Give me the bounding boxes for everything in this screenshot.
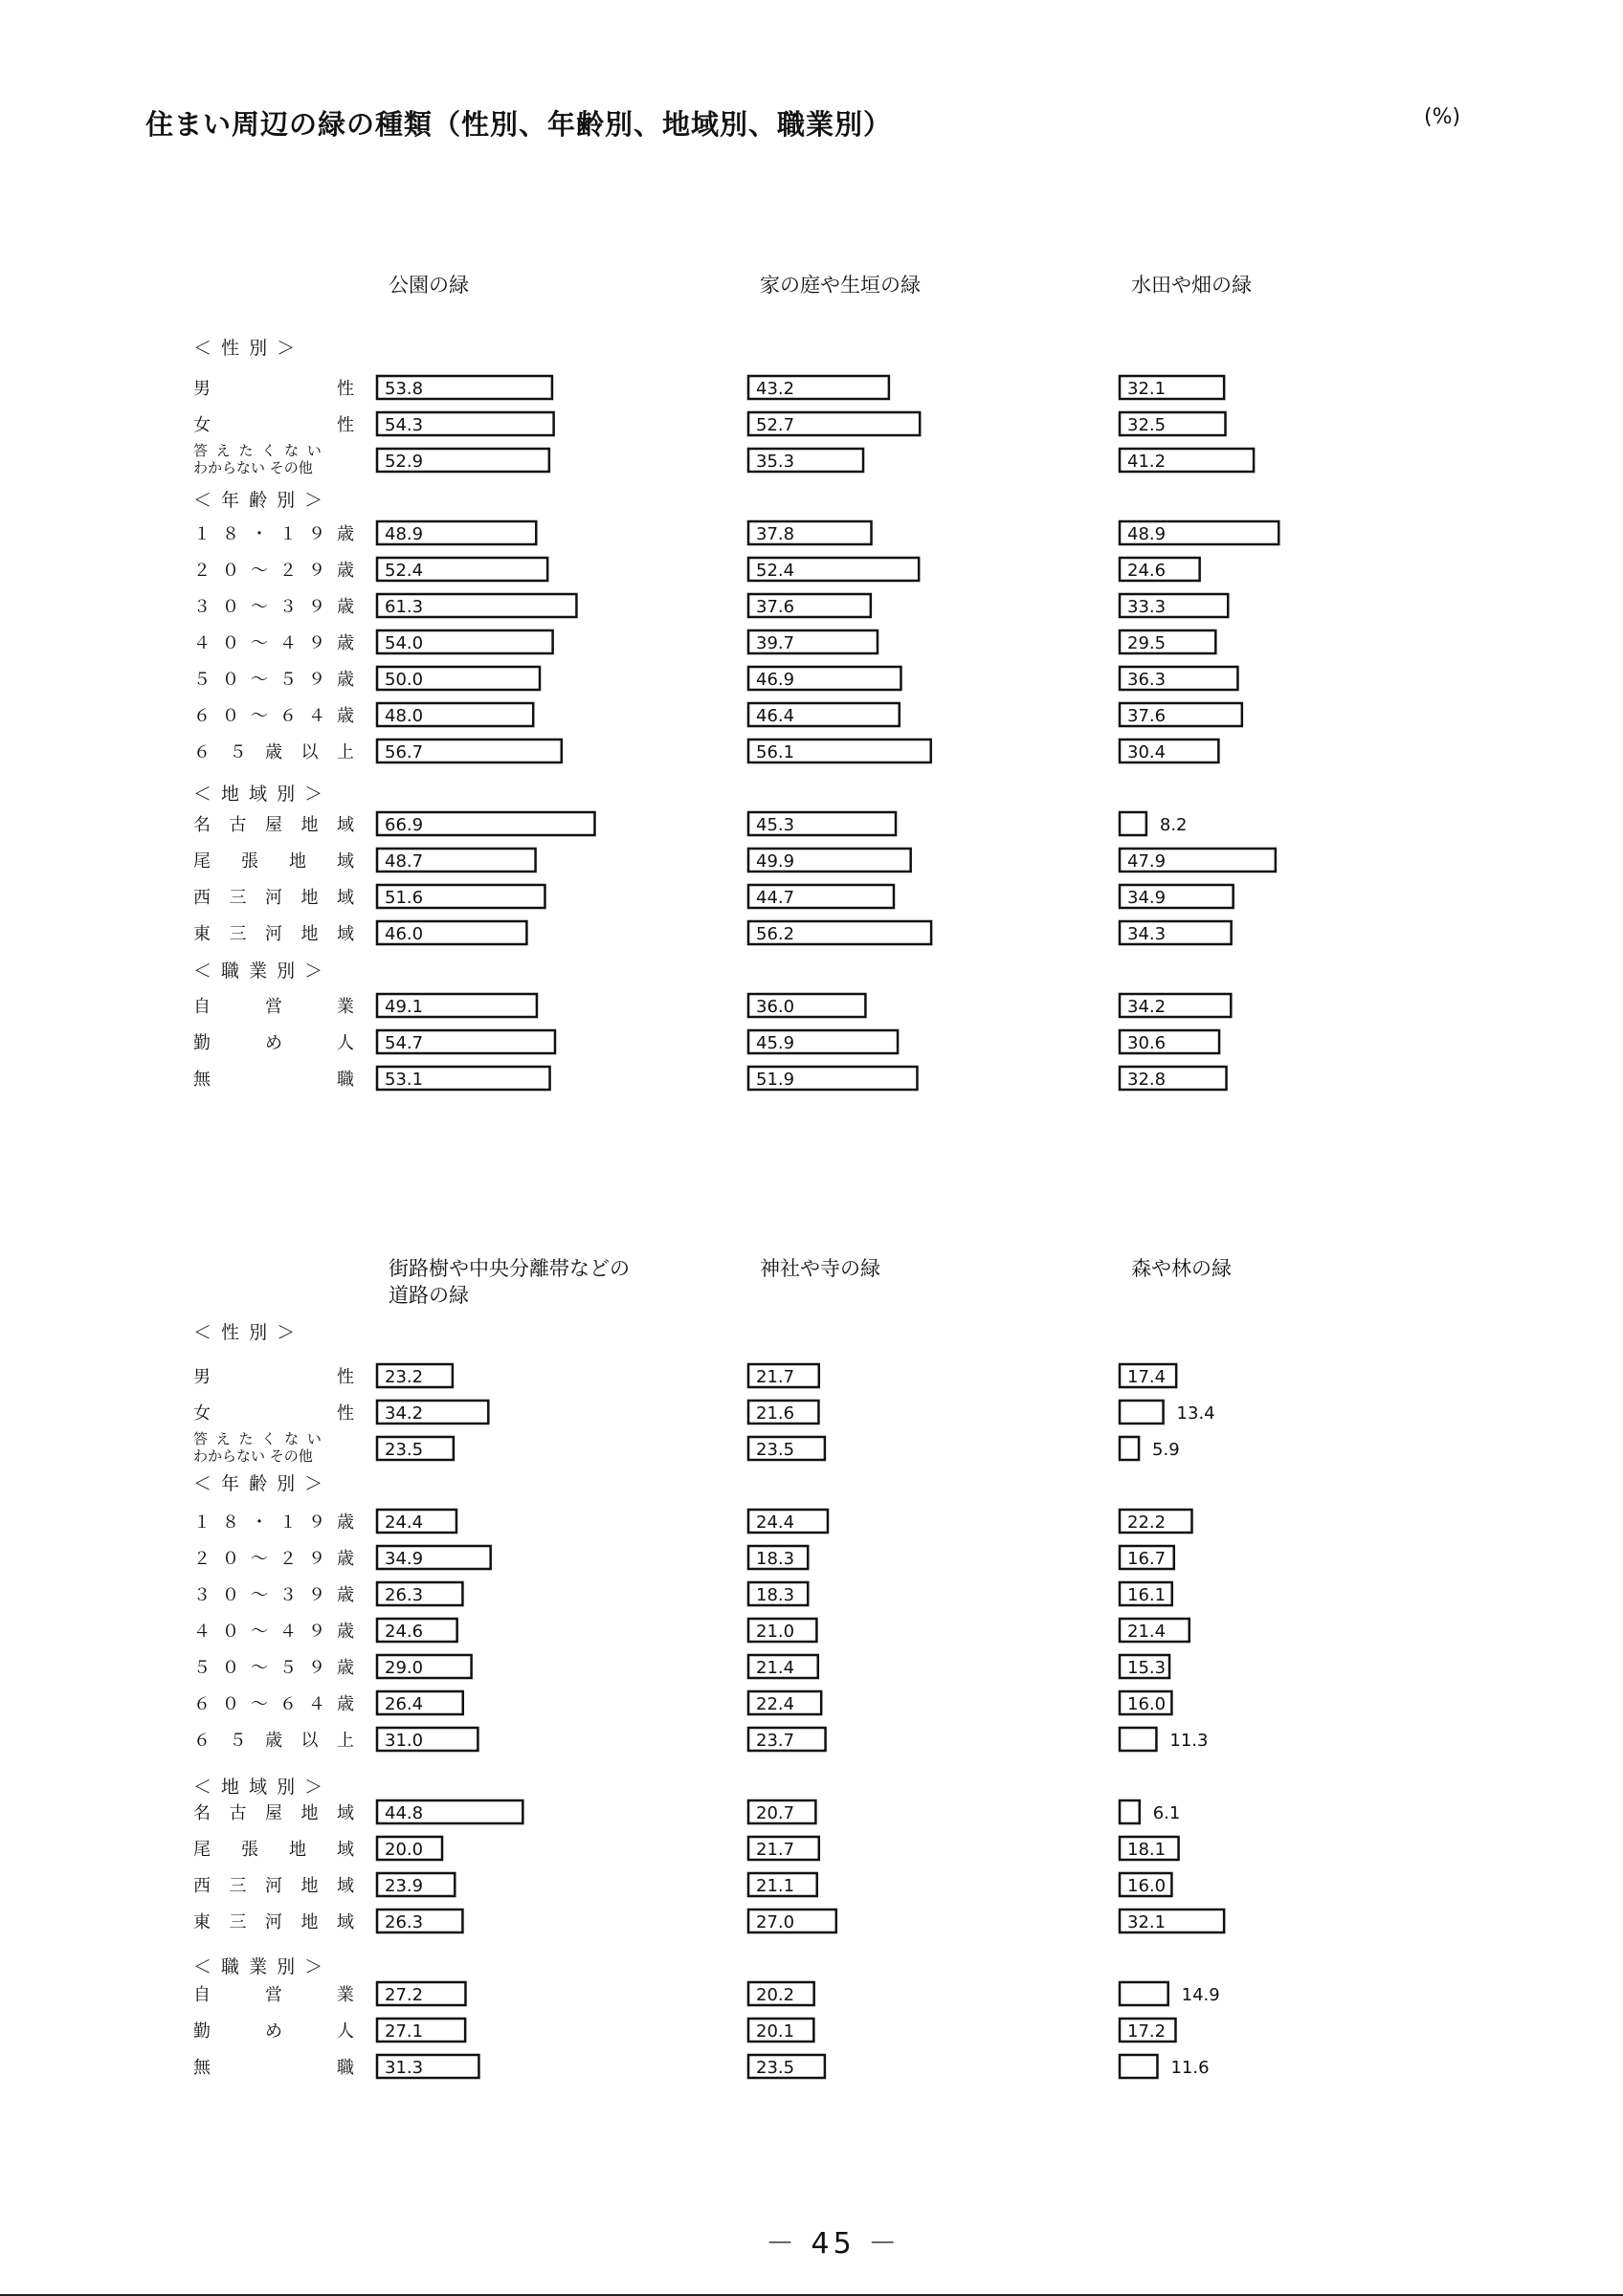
bar-value-label: 32.8 — [1127, 1070, 1167, 1090]
bar-value-label: 5.9 — [1152, 1440, 1180, 1460]
row-label-char: ６ — [193, 706, 211, 726]
row-label-char: ３ — [193, 1585, 211, 1605]
row-label-char: め — [265, 1033, 282, 1053]
row-label-char: ０ — [222, 1622, 239, 1642]
bar-value-label: 21.7 — [756, 1840, 795, 1860]
row-label-char: ４ — [193, 1622, 211, 1642]
row-label-char: 古 — [229, 1803, 247, 1823]
row-label-char: 男 — [193, 379, 211, 399]
group-header: ＜ 年 齢 別 ＞ — [193, 1473, 325, 1494]
row-label-char: 歳 — [337, 1694, 354, 1714]
row-label-char: ８ — [222, 524, 239, 544]
bar-value-label: 53.1 — [385, 1070, 424, 1090]
row-label-char: 勤 — [193, 2021, 211, 2042]
bar-value-label: 21.1 — [756, 1876, 795, 1896]
row-label-char: ～ — [251, 1585, 268, 1605]
row-label-char: ５ — [229, 742, 247, 762]
row-label-char: 域 — [337, 1840, 354, 1860]
row-label-char: 三 — [229, 1876, 247, 1896]
row-label-char: ２ — [193, 1549, 211, 1569]
row-label-char: ２ — [279, 1549, 297, 1569]
row-label-char: 三 — [229, 1912, 247, 1932]
row-label-char: ６ — [193, 1731, 211, 1751]
row-label-char: ６ — [279, 706, 297, 726]
bar-value-label: 48.7 — [385, 851, 424, 872]
row-label-char: ～ — [251, 1549, 268, 1569]
row-label-char: 勤 — [193, 1033, 211, 1053]
chart-panel-1 — [193, 274, 1278, 1090]
row-label-char: ０ — [222, 633, 239, 653]
bar — [1120, 1728, 1156, 1751]
row-label-char: ０ — [222, 1549, 239, 1569]
row-label-char: ２ — [279, 561, 297, 581]
row-label-char: 名 — [193, 1803, 211, 1823]
row-label-char: 営 — [265, 1985, 282, 2005]
row-label-char: ５ — [193, 1658, 211, 1678]
row-label-char: 河 — [265, 1876, 282, 1896]
group-header: ＜ 性 別 ＞ — [193, 1322, 298, 1343]
bar-value-label: 17.2 — [1127, 2021, 1167, 2042]
row-label-char: ０ — [222, 706, 239, 726]
row-label-char: １ — [279, 524, 297, 544]
row-label-char: 地 — [300, 1876, 319, 1896]
row-label-char: ４ — [279, 1622, 297, 1642]
bar-value-label: 23.9 — [385, 1876, 424, 1896]
row-label-char: 屋 — [265, 1803, 282, 1823]
bar-value-label: 16.0 — [1127, 1694, 1167, 1714]
bar-value-label: 23.5 — [756, 1440, 795, 1460]
row-label: 答 え た く な い — [193, 442, 323, 459]
row-label-char: ～ — [251, 633, 268, 653]
row-label-char: 域 — [337, 1876, 354, 1896]
row-label-char: ３ — [279, 597, 297, 617]
bar-value-label: 16.1 — [1127, 1585, 1167, 1605]
bar-value-label: 14.9 — [1181, 1985, 1220, 2005]
bar-value-label: 46.9 — [756, 670, 795, 690]
row-label-char: 以 — [300, 1731, 319, 1751]
row-label-char: 地 — [300, 924, 319, 944]
row-label-char: ～ — [251, 597, 268, 617]
bar-value-label: 21.0 — [756, 1622, 795, 1642]
bar-value-label: 43.2 — [756, 379, 795, 399]
bar-value-label: 11.6 — [1170, 2058, 1210, 2078]
bar-value-label: 45.9 — [756, 1033, 795, 1053]
row-label-char: ・ — [251, 524, 268, 544]
bar-value-label: 47.9 — [1127, 851, 1167, 872]
bar-value-label: 24.6 — [1127, 561, 1167, 581]
group-header: ＜ 地 域 別 ＞ — [193, 1777, 325, 1798]
row-label-char: ６ — [193, 742, 211, 762]
row-label-char: 性 — [337, 1367, 354, 1387]
bar-value-label: 32.1 — [1127, 379, 1167, 399]
bar-value-label: 36.3 — [1127, 670, 1167, 690]
row-label-char: 地 — [289, 851, 306, 872]
bar-value-label: 24.4 — [756, 1512, 795, 1533]
row-label-char: 地 — [289, 1840, 306, 1860]
row-label-char: 三 — [229, 888, 247, 908]
bar-value-label: 15.3 — [1127, 1658, 1167, 1678]
row-label-char: ～ — [251, 1658, 268, 1678]
bar-value-label: 21.6 — [756, 1403, 795, 1424]
page-title: 住まい周辺の緑の種類（性別、年齢別、地域別、職業別） — [145, 108, 893, 141]
bar-value-label: 49.1 — [385, 997, 424, 1017]
row-label-char: 自 — [193, 997, 211, 1017]
row-label-char: 屋 — [265, 815, 282, 835]
row-label-char: 性 — [337, 415, 354, 435]
row-label: わからない その他 — [193, 459, 313, 476]
row-label-char: 歳 — [337, 524, 354, 544]
row-label-char: ～ — [251, 706, 268, 726]
row-label-char: 女 — [193, 415, 211, 435]
row-label-char: ８ — [222, 1512, 239, 1533]
bar-value-label: 36.0 — [756, 997, 795, 1017]
row-label-char: ５ — [193, 670, 211, 690]
bar-value-label: 21.4 — [1127, 1622, 1167, 1642]
bar-value-label: 46.4 — [756, 706, 795, 726]
bar-value-label: 23.2 — [385, 1367, 424, 1387]
row-label-char: 地 — [300, 888, 319, 908]
row-label-char: 歳 — [337, 1549, 354, 1569]
row-label-char: １ — [193, 1512, 211, 1533]
bar-value-label: 24.6 — [385, 1622, 424, 1642]
bar-value-label: 54.0 — [385, 633, 424, 653]
bar-value-label: 24.4 — [385, 1512, 424, 1533]
row-label-char: １ — [279, 1512, 297, 1533]
bar-value-label: 29.0 — [385, 1658, 424, 1678]
row-label-char: 男 — [193, 1367, 211, 1387]
unit-label: (%) — [1424, 105, 1461, 129]
bar-value-label: 54.7 — [385, 1033, 424, 1053]
row-label-char: 歳 — [337, 1585, 354, 1605]
row-label-char: 域 — [337, 888, 354, 908]
row-label-char: 無 — [193, 2058, 211, 2078]
bar-value-label: 23.5 — [756, 2058, 795, 2078]
bar-value-label: 21.7 — [756, 1367, 795, 1387]
row-label-char: ～ — [251, 1694, 268, 1714]
bar-value-label: 18.3 — [756, 1549, 795, 1569]
bar-value-label: 56.1 — [756, 742, 795, 762]
bar-value-label: 16.0 — [1127, 1876, 1167, 1896]
bar-value-label: 37.8 — [756, 524, 795, 544]
row-label-char: ０ — [222, 597, 239, 617]
bar-value-label: 31.0 — [385, 1731, 424, 1751]
bar-value-label: 46.0 — [385, 924, 424, 944]
series-title: 家の庭や生垣の緑 — [760, 274, 921, 297]
bar-value-label: 52.4 — [385, 561, 424, 581]
bar-value-label: 48.0 — [385, 706, 424, 726]
bar-value-label: 44.7 — [756, 888, 795, 908]
row-label-char: ９ — [308, 1585, 325, 1605]
group-header: ＜ 職 業 別 ＞ — [193, 1956, 325, 1977]
row-label-char: 張 — [241, 851, 258, 872]
group-header: ＜ 地 域 別 ＞ — [193, 784, 325, 805]
row-label-char: ・ — [251, 1512, 268, 1533]
row-label-char: 歳 — [265, 742, 282, 762]
row-label-char: ９ — [308, 524, 325, 544]
row-label-char: 河 — [265, 924, 282, 944]
bar-value-label: 27.1 — [385, 2021, 424, 2042]
row-label-char: 性 — [337, 379, 354, 399]
row-label-char: ０ — [222, 561, 239, 581]
row-label: わからない その他 — [193, 1447, 313, 1465]
row-label-char: 職 — [337, 2058, 354, 2078]
series-title: 公園の緑 — [389, 274, 469, 297]
row-label-char: 西 — [193, 1876, 211, 1896]
row-label-char: 歳 — [337, 561, 354, 581]
row-label-char: 歳 — [337, 597, 354, 617]
row-label-char: ９ — [308, 1512, 325, 1533]
group-header: ＜ 年 齢 別 ＞ — [193, 490, 325, 511]
row-label-char: 域 — [337, 924, 354, 944]
chart-panel-2 — [193, 1257, 1232, 2078]
bar-value-label: 6.1 — [1152, 1803, 1181, 1823]
row-label-char: ０ — [222, 670, 239, 690]
bar — [1120, 1800, 1140, 1823]
bar — [1120, 2055, 1157, 2078]
bar-value-label: 34.2 — [385, 1403, 424, 1424]
bar-value-label: 35.3 — [756, 452, 795, 472]
bar-value-label: 21.4 — [756, 1658, 795, 1678]
series-title: 神社や寺の緑 — [760, 1257, 880, 1280]
row-label-char: 河 — [265, 888, 282, 908]
row-label-char: 無 — [193, 1070, 211, 1090]
bar-value-label: 48.9 — [1127, 524, 1167, 544]
row-label-char: ６ — [193, 1694, 211, 1714]
bar-value-label: 29.5 — [1127, 633, 1167, 653]
row-label-char: ４ — [308, 706, 325, 726]
row-label-char: ９ — [308, 1658, 325, 1678]
row-label: 答 え た く な い — [193, 1430, 323, 1447]
row-label-char: 自 — [193, 1985, 211, 2005]
bar-value-label: 26.3 — [385, 1585, 424, 1605]
row-label-char: ９ — [308, 597, 325, 617]
bar-value-label: 41.2 — [1127, 452, 1167, 472]
row-label-char: ０ — [222, 1694, 239, 1714]
bar-value-label: 56.7 — [385, 742, 424, 762]
bar-value-label: 20.0 — [385, 1840, 424, 1860]
bar-value-label: 48.9 — [385, 524, 424, 544]
bar-value-label: 20.7 — [756, 1803, 795, 1823]
bar-value-label: 61.3 — [385, 597, 424, 617]
series-title: 道路の緑 — [389, 1284, 469, 1307]
row-label-char: ４ — [193, 633, 211, 653]
row-label-char: ５ — [229, 1731, 247, 1751]
row-label-char: ０ — [222, 1658, 239, 1678]
bar-value-label: 37.6 — [1127, 706, 1167, 726]
row-label-char: ～ — [251, 670, 268, 690]
bar-value-label: 51.9 — [756, 1070, 795, 1090]
row-label-char: 三 — [229, 924, 247, 944]
bar-value-label: 34.2 — [1127, 997, 1167, 1017]
row-label-char: 東 — [193, 924, 211, 944]
row-label-char: 女 — [193, 1403, 211, 1424]
bar-value-label: 52.7 — [756, 415, 795, 435]
row-label-char: 河 — [265, 1912, 282, 1932]
bar-value-label: 17.4 — [1127, 1367, 1167, 1387]
row-label-char: 尾 — [193, 1840, 211, 1860]
row-label-char: 歳 — [265, 1731, 282, 1751]
bar-value-label: 66.9 — [385, 815, 424, 835]
row-label-char: ４ — [308, 1694, 325, 1714]
bar-value-label: 50.0 — [385, 670, 424, 690]
row-label-char: 性 — [337, 1403, 354, 1424]
row-label-char: 地 — [300, 815, 319, 835]
bar-value-label: 53.8 — [385, 379, 424, 399]
bar-value-label: 16.7 — [1127, 1549, 1167, 1569]
row-label-char: 上 — [337, 742, 354, 762]
bar-value-label: 31.3 — [385, 2058, 424, 2078]
bar-value-label: 20.2 — [756, 1985, 795, 2005]
row-label-char: 職 — [337, 1070, 354, 1090]
row-label-char: め — [265, 2021, 282, 2042]
bar-value-label: 22.4 — [756, 1694, 795, 1714]
row-label-char: 歳 — [337, 1658, 354, 1678]
series-title: 森や林の緑 — [1131, 1257, 1232, 1280]
row-label-char: 名 — [193, 815, 211, 835]
bar-value-label: 37.6 — [756, 597, 795, 617]
bar-value-label: 52.9 — [385, 452, 424, 472]
group-header: ＜ 性 別 ＞ — [193, 338, 298, 359]
row-label-char: ９ — [308, 1622, 325, 1642]
bar-value-label: 26.3 — [385, 1912, 424, 1932]
row-label-char: 以 — [300, 742, 319, 762]
bar-value-label: 18.3 — [756, 1585, 795, 1605]
row-label-char: 域 — [337, 851, 354, 872]
row-label-char: １ — [193, 524, 211, 544]
row-label-char: ５ — [279, 670, 297, 690]
bar-value-label: 30.6 — [1127, 1033, 1167, 1053]
row-label-char: ２ — [193, 561, 211, 581]
row-label-char: 上 — [337, 1731, 354, 1751]
bar-value-label: 27.2 — [385, 1985, 424, 2005]
row-label-char: ～ — [251, 1622, 268, 1642]
row-label-char: 地 — [300, 1803, 319, 1823]
bar-value-label: 45.3 — [756, 815, 795, 835]
row-label-char: 業 — [337, 997, 354, 1017]
bar-value-label: 23.7 — [756, 1731, 795, 1751]
bar-value-label: 26.4 — [385, 1694, 424, 1714]
row-label-char: 歳 — [337, 633, 354, 653]
bar-value-label: 51.6 — [385, 888, 424, 908]
bar-value-label: 22.2 — [1127, 1512, 1167, 1533]
bar-value-label: 20.1 — [756, 2021, 795, 2042]
row-label-char: 尾 — [193, 851, 211, 872]
row-label-char: ５ — [279, 1658, 297, 1678]
row-label-char: 歳 — [337, 1512, 354, 1533]
bar-value-label: 23.5 — [385, 1440, 424, 1460]
row-label-char: 張 — [241, 1840, 258, 1860]
bar-value-label: 49.9 — [756, 851, 795, 872]
bar — [1120, 1437, 1139, 1460]
row-label-char: 営 — [265, 997, 282, 1017]
row-label-char: 域 — [337, 1803, 354, 1823]
series-title: 街路樹や中央分離帯などの — [389, 1257, 630, 1280]
bar — [1120, 1982, 1168, 2005]
group-header: ＜ 職 業 別 ＞ — [193, 960, 325, 982]
row-label-char: ～ — [251, 561, 268, 581]
bar-value-label: 30.4 — [1127, 742, 1167, 762]
bar-value-label: 34.9 — [1127, 888, 1167, 908]
bar-value-label: 8.2 — [1159, 815, 1188, 835]
row-label-char: 歳 — [337, 1622, 354, 1642]
row-label-char: ４ — [279, 633, 297, 653]
row-label-char: 域 — [337, 815, 354, 835]
bar — [1120, 812, 1146, 835]
bar-value-label: 52.4 — [756, 561, 795, 581]
row-label-char: ３ — [279, 1585, 297, 1605]
row-label-char: 業 — [337, 1985, 354, 2005]
row-label-char: ３ — [193, 597, 211, 617]
row-label-char: 人 — [337, 2021, 354, 2042]
row-label-char: 地 — [300, 1912, 319, 1932]
row-label-char: ９ — [308, 1549, 325, 1569]
bar-value-label: 33.3 — [1127, 597, 1167, 617]
page-number: － 45 － — [766, 2227, 901, 2261]
bar — [1120, 1401, 1164, 1424]
bar-value-label: 32.1 — [1127, 1912, 1167, 1932]
series-title: 水田や畑の緑 — [1131, 274, 1252, 297]
row-label-char: 西 — [193, 888, 211, 908]
row-label-char: ０ — [222, 1585, 239, 1605]
row-label-char: ９ — [308, 670, 325, 690]
bar-value-label: 13.4 — [1176, 1403, 1215, 1424]
bar-value-label: 39.7 — [756, 633, 795, 653]
bar-value-label: 18.1 — [1127, 1840, 1167, 1860]
bar-value-label: 44.8 — [385, 1803, 424, 1823]
bar-value-label: 56.2 — [756, 924, 795, 944]
row-label-char: 歳 — [337, 706, 354, 726]
row-label-char: 古 — [229, 815, 247, 835]
row-label-char: ６ — [279, 1694, 297, 1714]
bar-value-label: 54.3 — [385, 415, 424, 435]
bar-value-label: 34.9 — [385, 1549, 424, 1569]
row-label-char: 域 — [337, 1912, 354, 1932]
bar-value-label: 34.3 — [1127, 924, 1167, 944]
row-label-char: 歳 — [337, 670, 354, 690]
row-label-char: 東 — [193, 1912, 211, 1932]
row-label-char: ９ — [308, 633, 325, 653]
bar-value-label: 32.5 — [1127, 415, 1167, 435]
bar-value-label: 27.0 — [756, 1912, 795, 1932]
row-label-char: 人 — [337, 1033, 354, 1053]
bar-value-label: 11.3 — [1169, 1731, 1209, 1751]
row-label-char: ９ — [308, 561, 325, 581]
